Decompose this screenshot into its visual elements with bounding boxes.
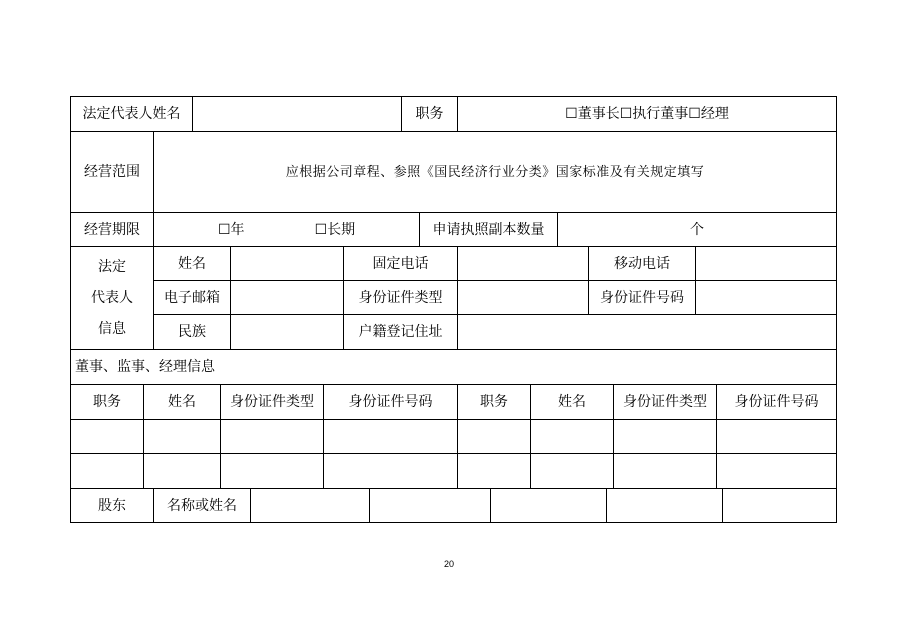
officers-header-id-number-2: 身份证件号码 (717, 385, 836, 420)
position-options[interactable]: ☐董事长☐执行董事☐经理 (458, 97, 836, 132)
shareholder-cell[interactable] (607, 489, 723, 522)
officers-header-name-1: 姓名 (144, 385, 221, 420)
officer-cell[interactable] (717, 420, 836, 454)
officers-header-position-1: 职务 (71, 385, 144, 420)
license-copies-field[interactable]: 个 (558, 213, 836, 247)
officer-cell[interactable] (221, 454, 324, 489)
legal-rep-info-label (71, 247, 154, 350)
id-number-label: 身份证件号码 (589, 281, 696, 315)
officer-cell[interactable] (458, 454, 531, 489)
officers-header-id-number-1: 身份证件号码 (324, 385, 458, 420)
rep-name-label: 姓名 (154, 247, 231, 281)
email-label: 电子邮箱 (154, 281, 231, 315)
officers-header-name-2: 姓名 (531, 385, 614, 420)
officer-cell[interactable] (458, 420, 531, 454)
term-long-term-checkbox[interactable]: ☐长期 (314, 221, 356, 238)
officers-header-id-type-1: 身份证件类型 (221, 385, 324, 420)
officer-cell[interactable] (71, 454, 144, 489)
email-field[interactable] (231, 281, 344, 315)
officer-cell[interactable] (531, 454, 614, 489)
operating-term-options (154, 213, 420, 247)
legal-rep-name-field[interactable] (193, 97, 402, 132)
term-years-checkbox[interactable]: ☐年 (218, 221, 245, 238)
officers-header-position-2: 职务 (458, 385, 531, 420)
ethnicity-field[interactable] (231, 315, 344, 350)
position-label: 职务 (402, 97, 458, 132)
officer-cell[interactable] (614, 454, 717, 489)
registration-form (70, 96, 837, 523)
id-type-field[interactable] (458, 281, 589, 315)
ethnicity-label: 民族 (154, 315, 231, 350)
id-number-field[interactable] (696, 281, 836, 315)
shareholder-cell[interactable] (251, 489, 370, 522)
officer-cell[interactable] (717, 454, 836, 489)
household-address-field[interactable] (458, 315, 836, 350)
officer-cell[interactable] (221, 420, 324, 454)
operating-term-label: 经营期限 (71, 213, 154, 247)
household-address-label: 户籍登记住址 (344, 315, 458, 350)
mobile-label: 移动电话 (589, 247, 696, 281)
officer-cell[interactable] (531, 420, 614, 454)
business-scope-field[interactable]: 应根据公司章程、参照《国民经济行业分类》国家标准及有关规定填写 (154, 132, 836, 213)
officer-cell[interactable] (144, 420, 221, 454)
officer-cell[interactable] (614, 420, 717, 454)
officer-cell[interactable] (324, 420, 458, 454)
legal-rep-info-line2: 代表人 (91, 289, 133, 306)
officer-cell[interactable] (71, 420, 144, 454)
shareholders-label: 股东 (71, 489, 154, 522)
landline-field[interactable] (458, 247, 589, 281)
license-copies-label: 申请执照副本数量 (420, 213, 558, 247)
mobile-field[interactable] (696, 247, 836, 281)
legal-rep-info-line1: 法定 (98, 258, 126, 275)
officer-cell[interactable] (324, 454, 458, 489)
officer-cell[interactable] (144, 454, 221, 489)
landline-label: 固定电话 (344, 247, 458, 281)
id-type-label: 身份证件类型 (344, 281, 458, 315)
business-scope-label: 经营范围 (71, 132, 154, 213)
shareholder-cell[interactable] (723, 489, 836, 522)
shareholder-cell[interactable] (491, 489, 607, 522)
legal-rep-name-label: 法定代表人姓名 (71, 97, 193, 132)
legal-rep-info-line3: 信息 (98, 321, 126, 338)
shareholder-cell[interactable] (370, 489, 491, 522)
rep-name-field[interactable] (231, 247, 344, 281)
officers-header-id-type-2: 身份证件类型 (614, 385, 717, 420)
officers-section-title: 董事、监事、经理信息 (71, 350, 836, 385)
page-number: 20 (443, 559, 454, 569)
shareholder-name-label: 名称或姓名 (154, 489, 251, 522)
